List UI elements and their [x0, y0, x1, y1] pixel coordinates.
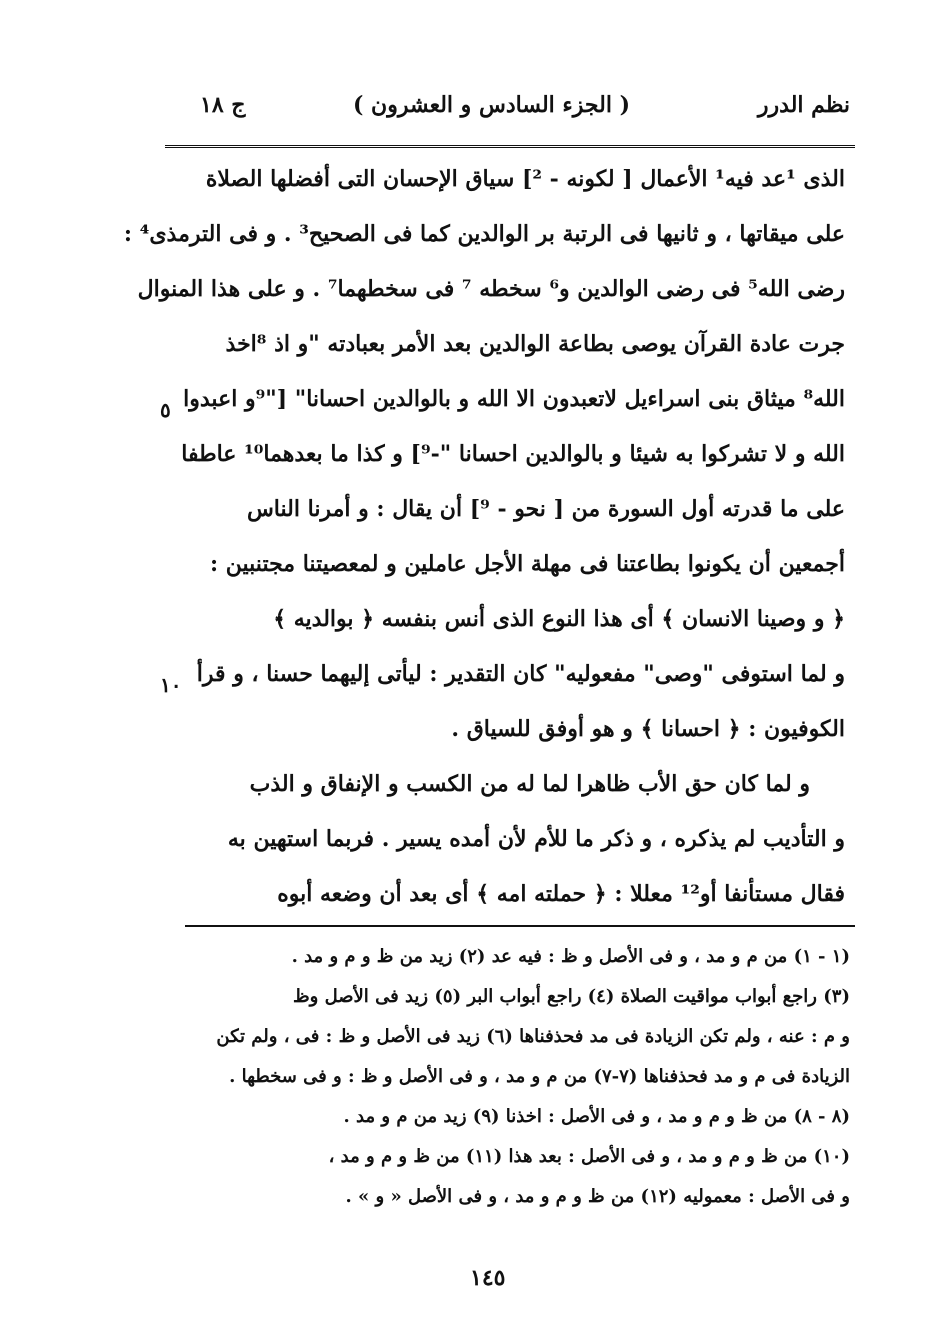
text-line: الله⁸ ميثاق بنى اسراءيل لاتعبدون الا الله و بالوالدين احسانا" ["⁹و اعبدوا — [183, 386, 845, 412]
margin-line-number-10: ١٠ — [160, 673, 182, 697]
part-title: ( الجزء السادس و العشرون ) — [352, 92, 630, 118]
text-line: و التأديب لم يذكره ، و ذكر ما للأم لأن أمده يسير . فربما استهين به — [227, 826, 845, 852]
text-line: فقال مستأنفا أو¹² معللا : ﴿ حملته امه ﴾ أى بعد أن وضعه أبوه — [277, 881, 845, 907]
page-number: ١٤٥ — [470, 1265, 506, 1291]
text-line: و لما استوفى "وصى" مفعوليه" كان التقدير : ليأتى إليهما حسنا ، و قرأ — [196, 661, 845, 687]
book-title: نظم الدرر — [757, 92, 850, 118]
footnote-line: (٣) راجع أبواب مواقيت الصلاة (٤) راجع أبواب البر (٥) زيد فى الأصل وظ — [293, 986, 850, 1007]
footnote-line: (٨ - ٨) من ظ و م و مد ، و فى الأصل : اخذنا (٩) زيد من م و مد . — [343, 1106, 850, 1127]
text-line: و لما كان حق الأب ظاهرا لما له من الكسب و الإنفاق و الذب — [249, 771, 810, 797]
footnote-line: و فى الأصل : معموليه (١٢) من ظ و م و مد ، و فى الأصل « و » . — [345, 1186, 850, 1207]
footnote-line: و م : عنه ، ولم تكن الزيادة فى مد فحذفناها (٦) زيد فى الأصل و ظ : فى ، ولم تكن — [216, 1026, 850, 1047]
text-line: على ميقاتها ، و ثانيها فى الرتبة بر الوالدين كما فى الصحيح³ . و فى الترمذى⁴ : — [123, 221, 845, 247]
footnotes — [185, 937, 850, 1217]
footnote-line: الزيادة فى م و مد فحذفناها (٧-٧) من م و مد ، و فى الأصل و ظ : و فى سخطها . — [229, 1066, 850, 1087]
text-line: جرت عادة القرآن يوصى بطاعة الوالدين بعد الأمر بعبادته "و اذ ⁸اخذ — [225, 331, 845, 357]
text-line: أجمعين أن يكونوا بطاعتنا فى مهلة الأجل عاملين و لمعصيتنا مجتنبين : — [210, 551, 845, 577]
text-line: على ما قدرته أول السورة من [ نحو - ⁹] أن يقال : و أمرنا الناس — [246, 496, 845, 522]
margin-line-number-5: ٥ — [160, 398, 171, 422]
text-line: الله و لا تشركوا به شيئا و بالوالدين احسانا "-⁹] و كذا ما بعدهما¹⁰ عاطفا — [181, 441, 845, 467]
page-header — [170, 92, 850, 132]
footnote-line: (١ - ١) من م و مد ، و فى الأصل و ظ : فيه عد (٢) زيد من ظ و م و مد . — [291, 946, 850, 967]
text-line: الكوفيون : ﴿ احسانا ﴾ و هو أوفق للسياق . — [451, 716, 845, 742]
text-line: ﴿ و وصينا الانسان ﴾ أى هذا النوع الذى أنس بنفسه ﴿ بوالديه ﴾ — [273, 606, 845, 632]
footnote-rule — [185, 925, 855, 927]
text-line: الذى ¹عد فيه¹ الأعمال [ لكونه - ²] سياق الإحسان التى أفضلها الصلاة — [205, 166, 845, 192]
text-line: رضى الله⁵ فى رضى الوالدين و⁶ سخطه ⁷ فى سخطهما⁷ . و على هذا المنوال — [137, 276, 845, 302]
header-rule — [165, 145, 855, 148]
footnote-line: (١٠) من ظ و م و مد ، و فى الأصل : بعد هذا (١١) من ظ و م و مد ، — [328, 1146, 850, 1167]
volume-label: ج ١٨ — [200, 92, 246, 118]
